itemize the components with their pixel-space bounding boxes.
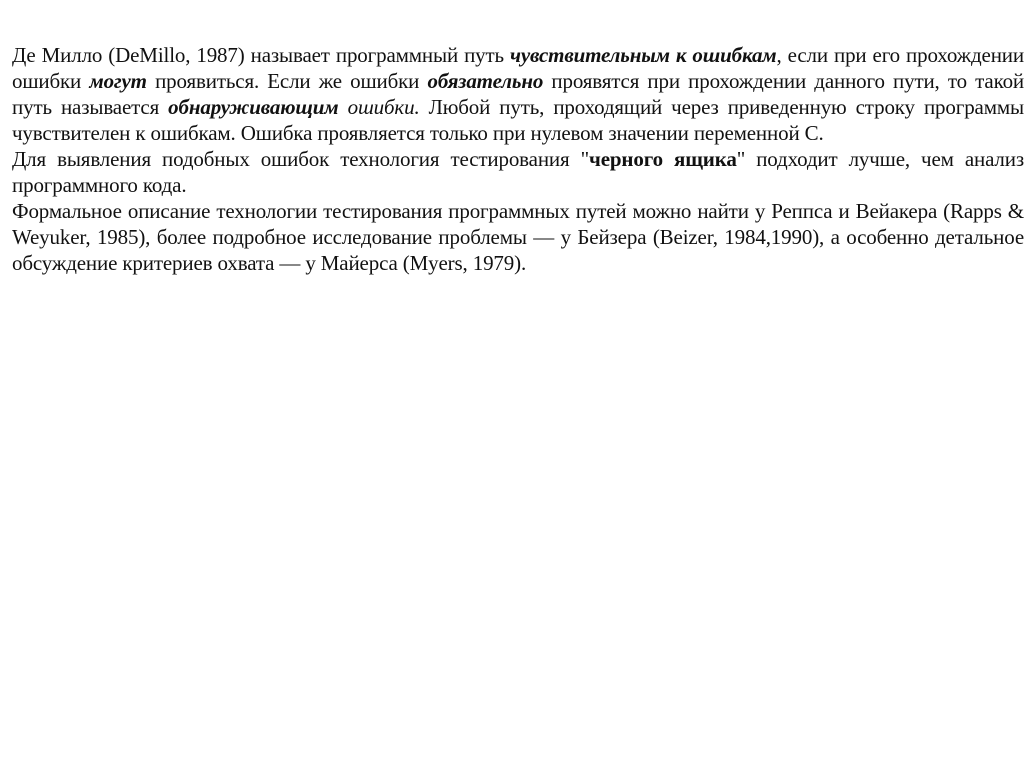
- paragraph-black-box: [12, 146, 1024, 198]
- paragraph-text: проявиться. Если же ошибки: [146, 69, 428, 93]
- emphasis-text: обязательно: [427, 69, 544, 93]
- paragraph-demillo: [12, 42, 1024, 146]
- document-body: [12, 42, 1024, 276]
- paragraph-text: , если при его прохождении ошибки: [12, 43, 1024, 93]
- paragraph-text: Любой путь, проходящий через приведенную строку программы чувствителен к ошибкам. Ошибка проявляется только при нулевом значении переменной С.: [12, 95, 1024, 145]
- emphasis-text: могут: [89, 69, 147, 93]
- emphasis-text: чувствительным к ошибкам: [509, 43, 777, 67]
- paragraph-text: Для выявления подобных ошибок технология тестирования ": [12, 147, 590, 171]
- paragraph-text: Де Милло (DeMillo, 1987) называет программный путь: [12, 43, 510, 67]
- emphasis-text: обнаруживающим: [168, 95, 339, 119]
- italic-text: ошибки.: [338, 95, 420, 119]
- paragraph-references: [12, 198, 1024, 276]
- paragraph-text: " подходит лучше, чем анализ программного кода.: [12, 147, 1024, 197]
- paragraph-text: Формальное описание технологии тестирования программных путей можно найти у Реппса и Вейакера (Rapps & Weyuker, 1985), более подробное исследование проблемы — у Бейзера (Beizer, 1984,1990), а особенно детальное обсуждение критериев охвата — у Майерса (Myers, 1979).: [12, 199, 1024, 275]
- paragraph-text: проявятся при прохождении данного пути, то такой путь называется: [12, 69, 1024, 119]
- bold-text: черного ящика: [589, 147, 737, 171]
